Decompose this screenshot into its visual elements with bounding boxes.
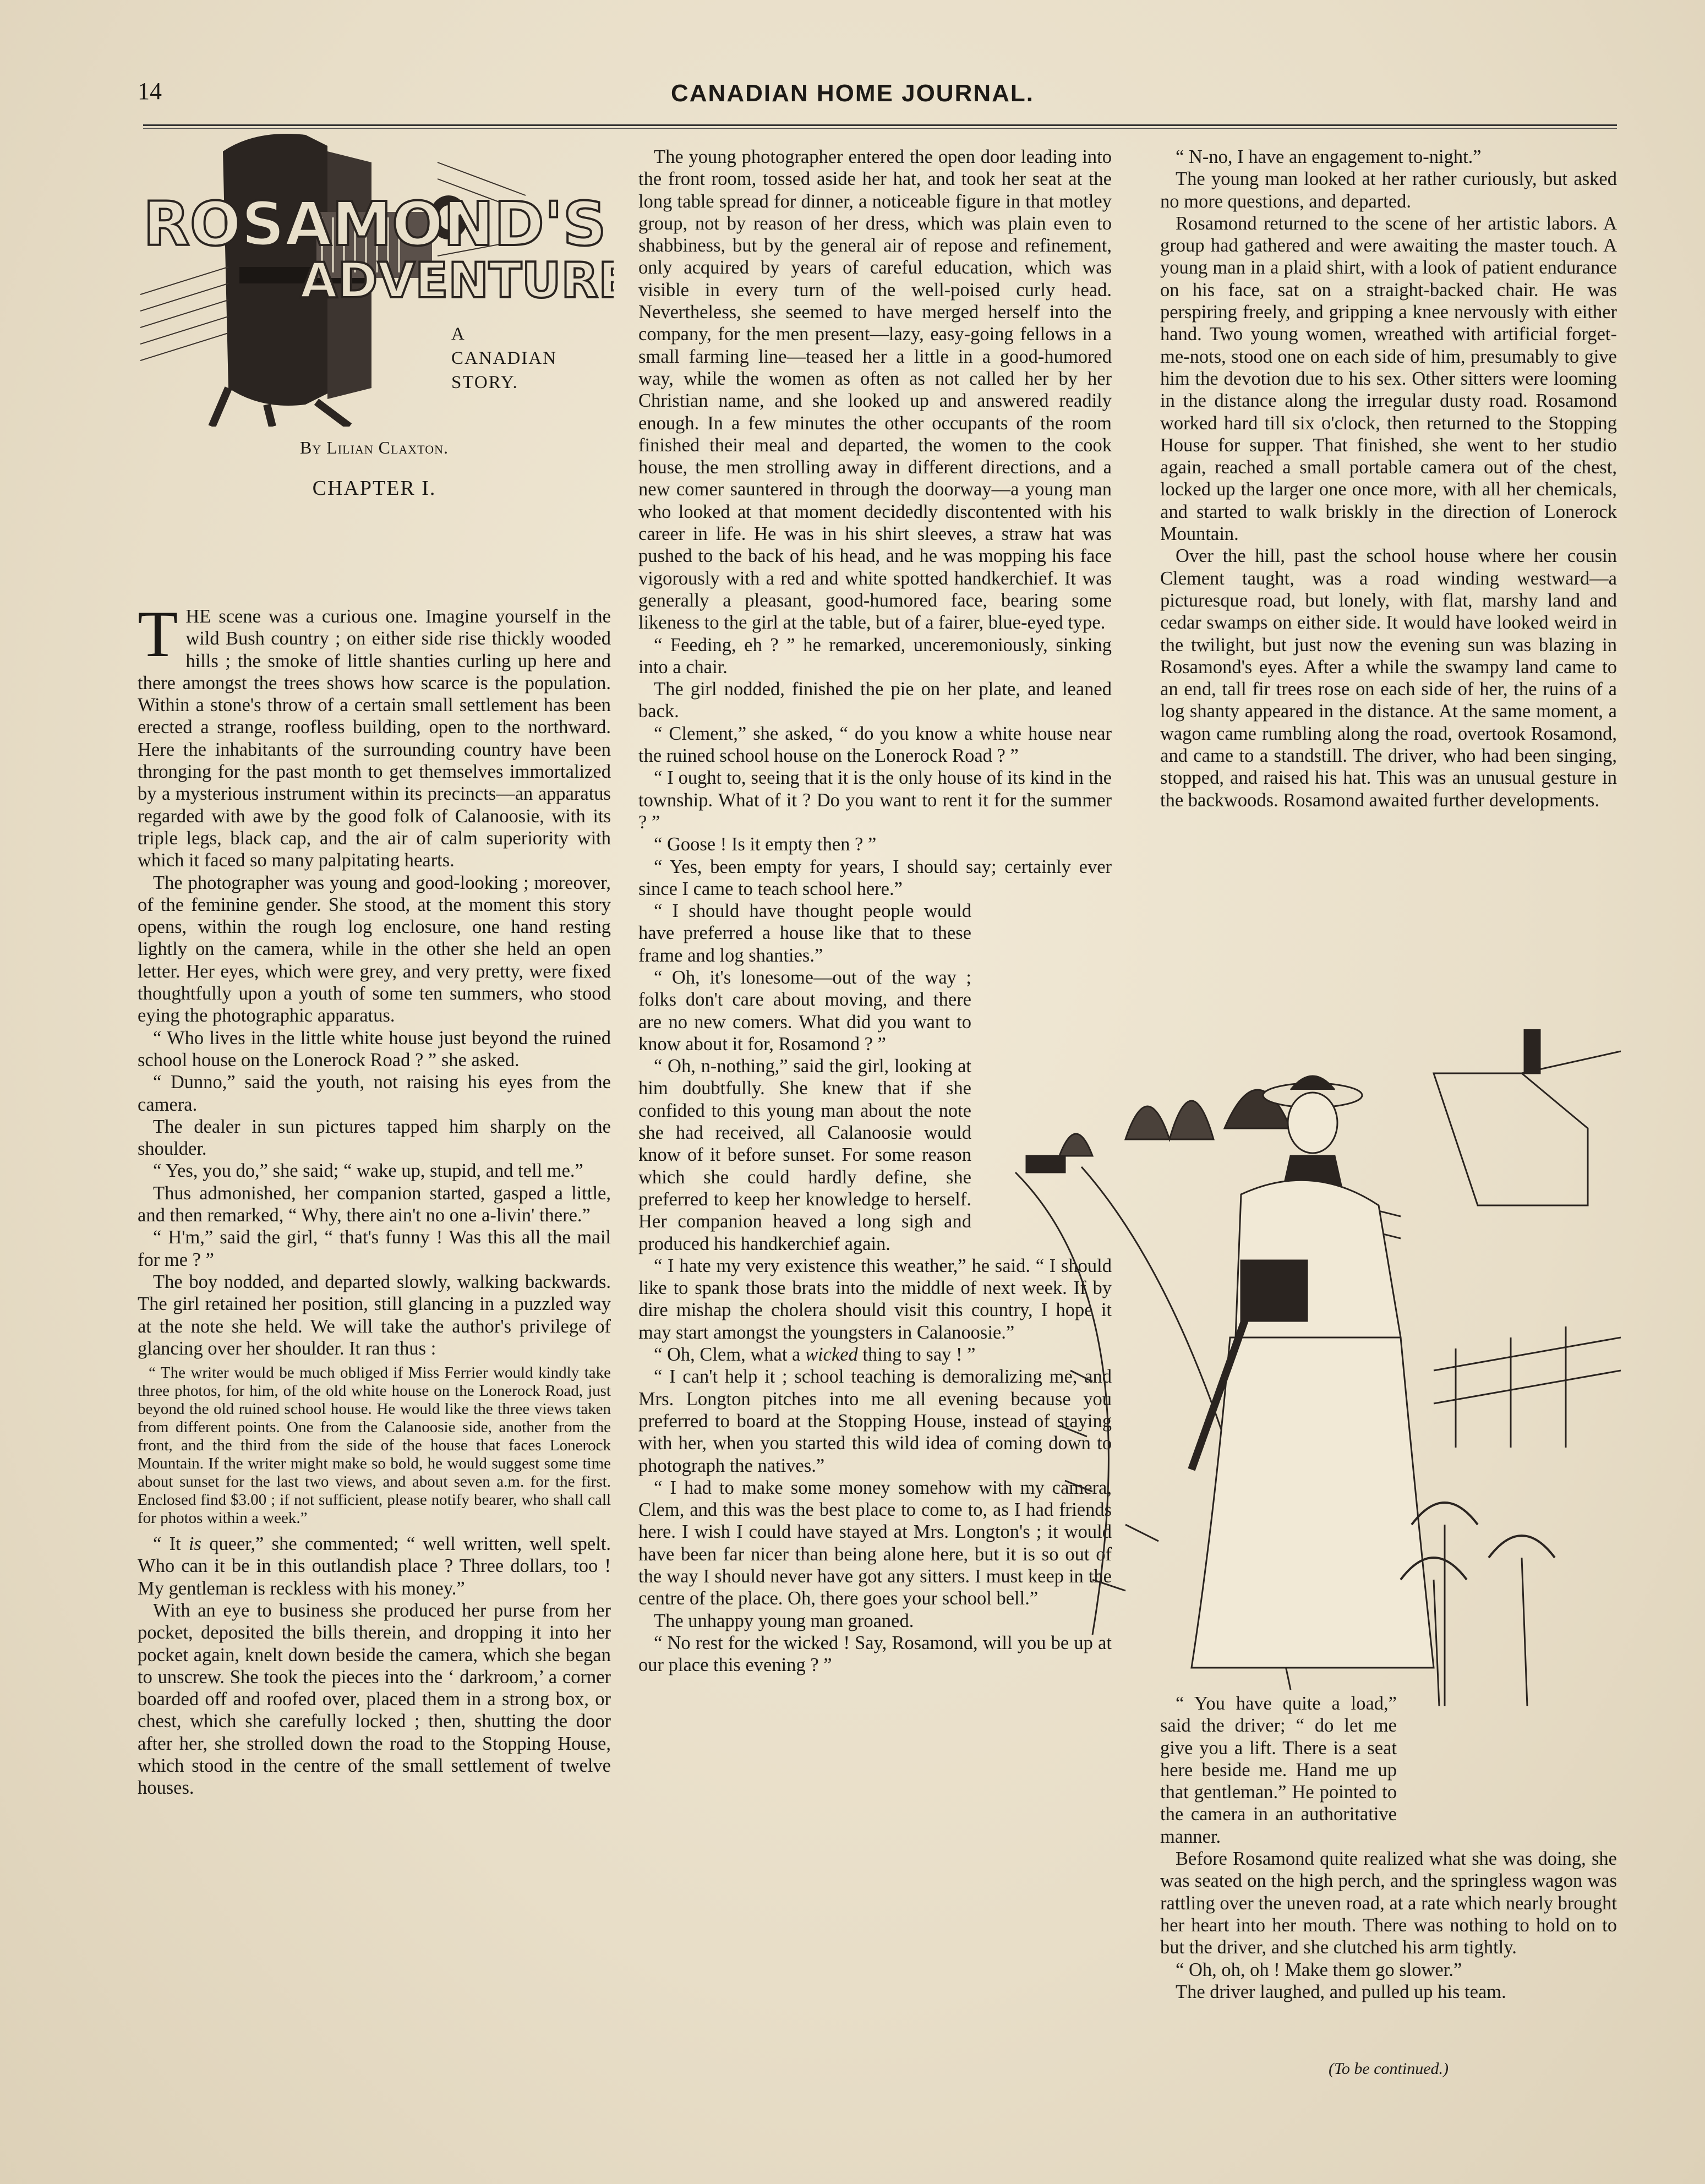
woman-with-camera-illustration — [982, 1029, 1621, 1706]
paragraph: “ No rest for the wicked ! Say, Rosamond, will you be up at our place this evening ? ” — [638, 1632, 1112, 1676]
paragraph-text: “ Oh, Clem, what a — [654, 1344, 805, 1366]
paragraph: The driver laughed, and pulled up his team. — [1176, 1981, 1506, 2002]
paragraph: “ N-no, I have an engagement to-night.” — [1176, 146, 1482, 167]
paragraph: The girl nodded, finished the pie on her plate, and leaned back. — [638, 679, 1112, 722]
paragraph: “ I ought to, seeing that it is the only house of its kind in the township. What of it ? Do you want to rent it for the summer ? ” — [638, 767, 1112, 833]
paragraph-text: queer,” she commented; “ well written, well spelt. Who can it be in this outlandish place ? Three dollars, too ! My gentleman is reckless with his money.” — [138, 1533, 611, 1599]
paragraph: The photographer was young and good-looking ; moreover, of the feminine gender. She stood, at the moment this story opens, within the rough log enclosure, one hand resting lightly on the camera, while in the other she held an open letter. Her eyes, which were grey, and very pretty, were fixed thoughtfully upon a youth of some ten summers, who stood eying the photographic apparatus. — [138, 872, 611, 1027]
paragraph: “ I should have thought people would have preferred a house like that to these frame and log shanties.” — [638, 900, 971, 966]
emphasis: wicked — [805, 1344, 858, 1366]
paragraph: “ Oh, it's lonesome—out of the way ; folks don't care about moving, and there are no new comers. What did you want to know about it for, Rosamond ? ” — [638, 967, 971, 1055]
byline: By Lilian Claxton. — [299, 438, 449, 457]
column-3 — [1160, 146, 1617, 811]
letter-text: “ The writer would be much obliged if Miss Ferrier would kindly take three photos, for him, of the old white house on the Lonerock Road, just beyond the old ruined school house. He would like the three views taken from different points. One from the Calanoosie side, another from the front, and the third from the side of the house that faces Lonerock Mountain. If the writer might make so bold, he would suggest some time about sunset for the last two views, and about seven a.m. for the first. Enclosed find $3.00 ; if not sufficient, please notify bearer, who shall call for photos within a week.” — [138, 1364, 611, 1527]
title-word-rosamonds: ROSAMOND'S — [143, 189, 606, 259]
paragraph: Thus admonished, her companion started, gasped a little, and then remarked, “ Why, there ain't no one a-livin' there.” — [138, 1182, 611, 1226]
paragraph: The dealer in sun pictures tapped him sharply on the shoulder. — [138, 1116, 611, 1160]
paragraph: “ Oh, n-nothing,” said the girl, looking at him doubtfully. She knew that if she confided to this young man about the note she had received, all Calanoosie would know of it before sunset. For some reason which she could hardly define, she preferred to keep her knowledge to herself. Her companion heaved a long sigh and produced his handkerchief again. — [638, 1056, 971, 1254]
column-3-continued — [1160, 1692, 1617, 2003]
drop-cap: T — [138, 597, 178, 670]
paragraph: “ Yes, you do,” she said; “ wake up, stupid, and tell me.” — [153, 1160, 583, 1182]
running-head: CANADIAN HOME JOURNAL. — [671, 80, 1034, 107]
paragraph: “ Dunno,” said the youth, not raising his eyes from the camera. — [138, 1072, 611, 1115]
paragraph: “ Goose ! Is it empty then ? ” — [654, 834, 877, 855]
paragraph — [138, 1533, 611, 1599]
paragraph: The young photographer entered the open door leading into the front room, tossed aside her hat, and took her seat at the long table spread for dinner, a noticeable figure in that motley group, not by reason of her dress, which was plain even to shabbiness, but by the general air of repose and refinement, only acquired by years of careful education, which was visible in every turn of the well-poised curly head. Nevertheless, she seemed to have merged herself into the company, for the men present—lazy, easy-going fellows in a small farming line—teased her a little in a good-humored way, while the women as often as not called her by her Christian name, and she looked up and answered readily enough. In a few minutes the other occupants of the room finished their meal and departed, the women to the cook house, the men strolling away in different directions, and a new comer sauntered in through the doorway—a young man who looked at that moment decidedly discontented with his career in life. He was in his shirt sleeves, a straw hat was pushed to the back of his head, and he was mopping his face vigorously with a red and white spotted handkerchief. It was generally a pleasant, good-humored face, bearing some likeness to the girl at the table, but of a fairer, blue-eyed type. — [638, 146, 1112, 634]
column-1 — [138, 597, 611, 1799]
emphasis: is — [188, 1533, 201, 1555]
paragraph: “ Who lives in the little white house just beyond the ruined school house on the Lonerock Road ? ” she asked. — [138, 1027, 611, 1071]
chapter-heading: CHAPTER I. — [312, 477, 436, 500]
to-be-continued: (To be continued.) — [1328, 2060, 1449, 2078]
subtitle-line: A — [451, 324, 466, 344]
title-word-adventure: ADVENTURE — [300, 252, 614, 309]
paragraph: “ I can't help it ; school teaching is demoralizing me, and Mrs. Longton pitches into me all evening because you preferred to board at the Stopping House, instead of staying with her, when you started this wild idea of coming down to photograph the natives.” — [638, 1366, 1112, 1476]
paragraph-text: HE scene was a curious one. Imagine yourself in the wild Bush country ; on either side rise thickly wooded hills ; the smoke of little shanties curling up here and there amongst the trees shows how scarce is the population. Within a stone's throw of a certain small settlement has been erected a strange, roofless building, open to the northward. Here the inhabitants of the surrounding country have been thronging for the past month to get themselves immortalized by a mysterious instrument within its precincts—an apparatus regarded with awe by the good folk of Calanoosie, with its triple legs, black cap, and the air of calm superiority with which it faced so many palpitating hearts. — [138, 606, 611, 871]
paragraph: The unhappy young man groaned. — [654, 1610, 914, 1631]
letter-quote — [138, 1364, 611, 1527]
header-rule — [143, 124, 1617, 129]
paragraph: “ I hate my very existence this weather,” he said. “ I should like to spank those brats into the middle of next week. If by dire mishap the cholera should visit this country, I hope it may start amongst the youngsters in Calanoosie.” — [638, 1255, 1112, 1343]
paragraph: “ I had to make some money somehow with my camera, Clem, and this was the best place to come to, as I had friends here. I wish I could have stayed at Mrs. Longton's ; it would have been far nicer than being alone here, but it is so out of the way I should never have got any sitters. I must keep in the centre of the place. Oh, there goes your school bell.” — [638, 1477, 1112, 1609]
paragraph: “ Oh, oh, oh ! Make them go slower.” — [1176, 1959, 1462, 1980]
paragraph: “ You have quite a load,” said the driver; “ do let me give you a lift. There is a seat here beside me. Hand me up that gentleman.” He pointed to the camera in an authoritative manner. — [1160, 1693, 1397, 1847]
paragraph: “ Feeding, eh ? ” he remarked, unceremoniously, sinking into a chair. — [638, 634, 1112, 678]
paragraph: With an eye to business she produced her purse from her pocket, deposited the bills therein, and dropping it into her pocket again, knelt down beside the camera, which she began to unscrew. She took the pieces into the ‘ darkroom,’ a corner boarded off and roofed over, placed them in a strong box, or chest, which she carefully locked ; then, shutting the door after her, she strolled down the road to the Stopping House, which stood in the centre of the small settlement of twelve houses. — [138, 1599, 611, 1799]
subtitle — [451, 322, 557, 395]
paragraph: Before Rosamond quite realized what she was doing, she was seated on the high perch, and the springless wagon was rattling over the uneven road, at a rate which nearly brought her heart into her mouth. There was nothing to hold on to but the driver, and she clutched his arm tightly. — [1160, 1848, 1617, 1958]
paragraph-text: thing to say ! ” — [857, 1344, 976, 1366]
paragraph — [138, 597, 611, 872]
paragraph: “ H'm,” said the girl, “ that's funny ! Was this all the mail for me ? ” — [138, 1227, 611, 1270]
page-number: 14 — [138, 78, 162, 105]
paragraph: The young man looked at her rather curiously, but asked no more questions, and departed. — [1160, 168, 1617, 212]
subtitle-line: CANADIAN — [451, 348, 557, 368]
story-illustration — [982, 1029, 1621, 1706]
subtitle-line: STORY. — [451, 373, 518, 392]
paragraph-text: “ It — [153, 1533, 189, 1555]
paragraph: Rosamond returned to the scene of her artistic labors. A group had gathered and were awaiting the master touch. A young man in a plaid shirt, with a look of patient endurance on his face, sat on a straight-backed chair. He was perspiring freely, and gripping a knee nervously with either hand. Two young women, wreathed with artificial forget-me-nots, stood one on each side of him, presumably to give him the devotion due to his sex. Other sitters were looming in the distance along the irregular dusty road. Rosamond worked hard till six o'clock, then returned to the Stopping House for supper. That finished, she went to her studio again, reached a small portable camera out of the chest, locked up the larger one once more, with all her chemicals, and started to walk briskly in the direction of Lonerock Mountain. — [1160, 212, 1617, 545]
paragraph: The boy nodded, and departed slowly, walking backwards. The girl retained her position, still glancing in a puzzled way at the note she held. We will take the author's privilege of glancing over her shoulder. It ran thus : — [138, 1271, 611, 1359]
paragraph: Over the hill, past the school house where her cousin Clement taught, was a road winding westward—a picturesque road, but lonely, with flat, marshy land and cedar swamps on either side. It would have looked weird in the twilight, but just now the evening sun was blazing in Rosamond's eyes. After a while the swampy land came to an end, tall fir trees rose on each side of her, the ruins of a log shanty appeared in the distance. At the same moment, a wagon came rumbling along the road, overtook Rosamond, and came to a standstill. The driver, who had been singing, stopped, and raised his hat. This was an unusual gesture in the backwoods. Rosamond awaited further developments. — [1160, 545, 1617, 811]
paragraph: “ Clement,” she asked, “ do you know a white house near the ruined school house on the Lonerock Road ? ” — [638, 723, 1112, 767]
paragraph: “ Yes, been empty for years, I should say; certainly ever since I came to teach school here.” — [638, 856, 1112, 899]
